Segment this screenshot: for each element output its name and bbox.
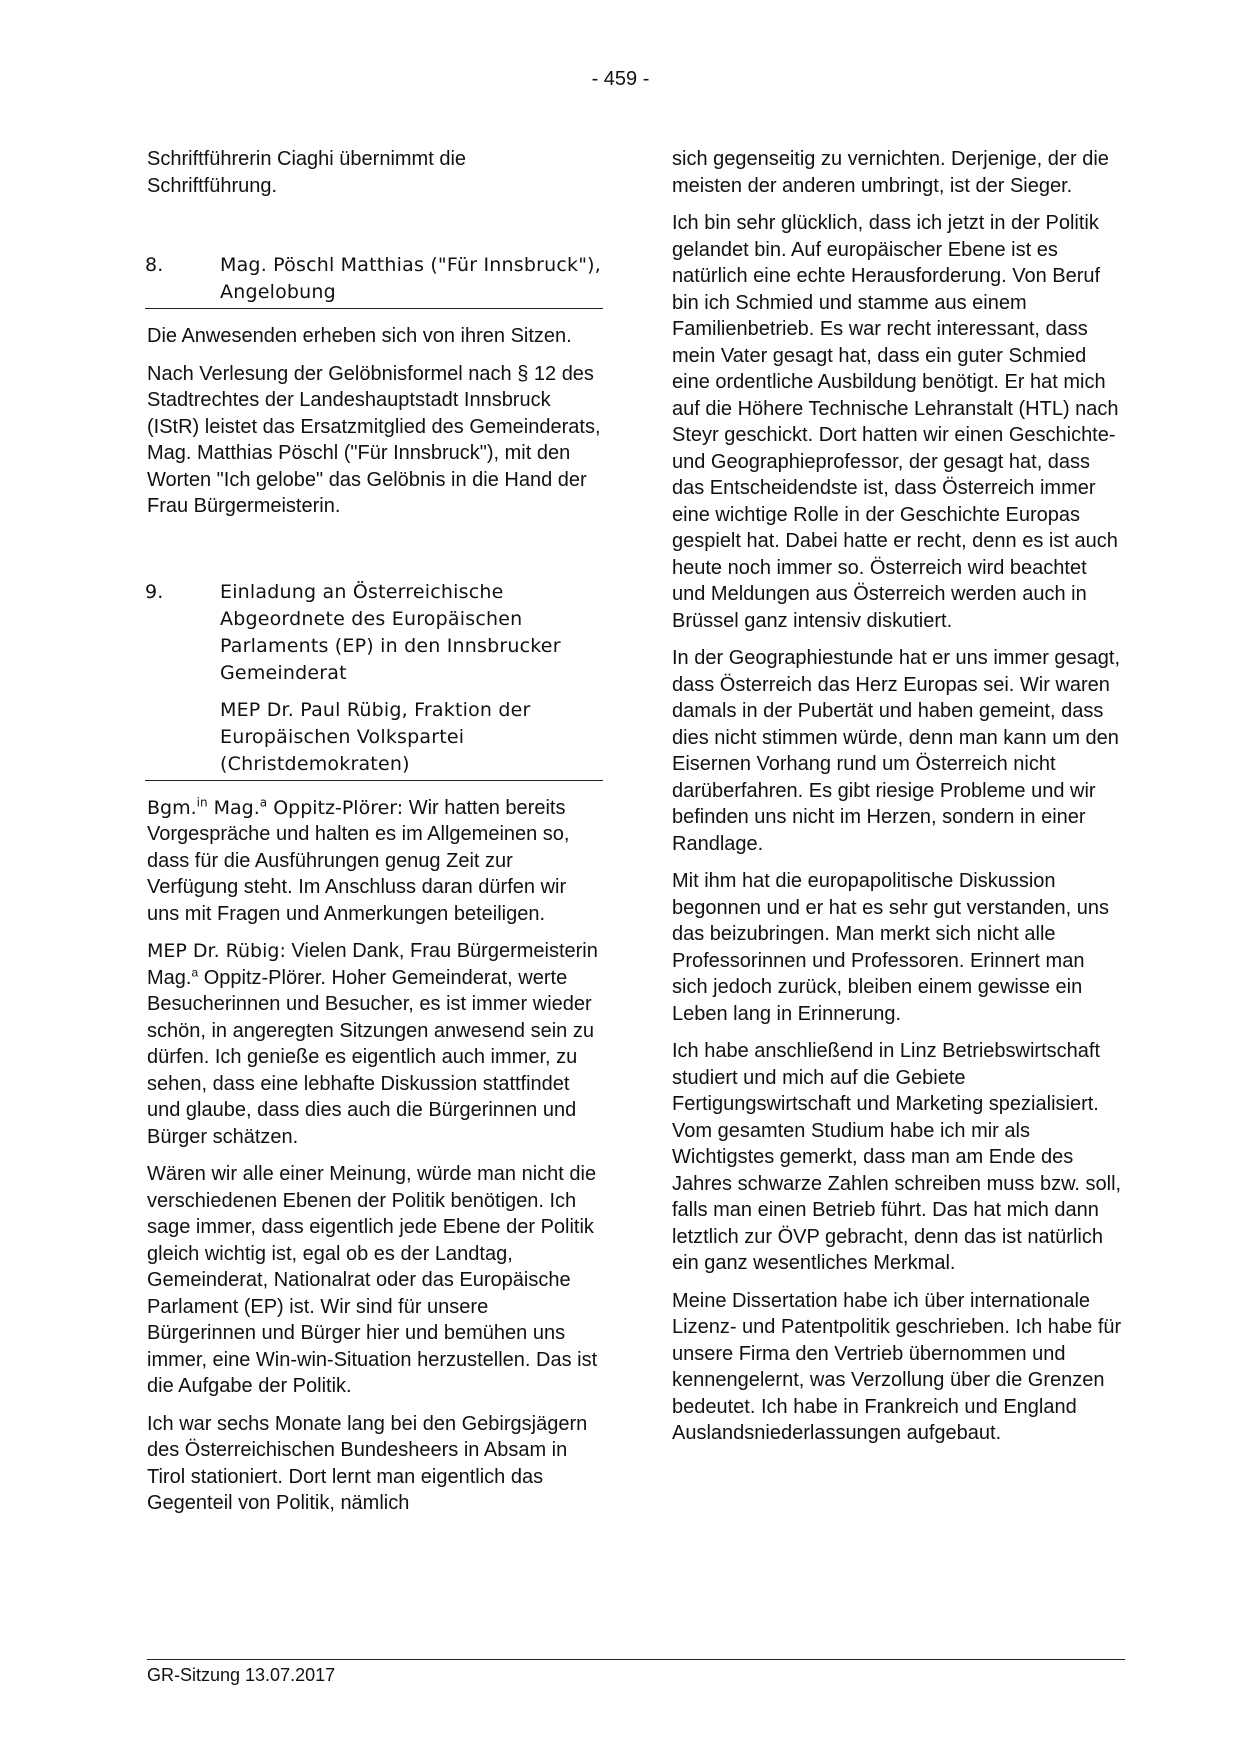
agenda-item-9 bbox=[145, 579, 603, 781]
agenda-item-title: Einladung an Österreichische Abgeordnete des Europäischen Parlaments (EP) in den Innsbrucker Gemeinderat bbox=[220, 580, 561, 684]
agenda-item-8 bbox=[145, 252, 603, 309]
agenda-item-number: 9. bbox=[145, 580, 164, 603]
paragraph-oath: Nach Verlesung der Gelöbnisformel nach § 12 des Stadtrechtes der Landeshauptstadt Innsbruck (IStR) leistet das Ersatzmitglied des Gemeinderats, Mag. Matthias Pöschl ("Für Innsbruck"), mit den Worten "Ich gelobe" das Gelöbnis in die Hand der Frau Bürgermeisterin. bbox=[147, 362, 601, 517]
paragraph-jaeger: Ich war sechs Monate lang bei den Gebirgsjägern des Österreichischen Bundesheers in Absam in Tirol stationiert. Dort lernt man eigentlich das Gegenteil von Politik, nämlich bbox=[147, 1412, 588, 1514]
speech-text: Wir hatten bereits Vorgespräche und halten es im Allgemeinen so, dass für die Ausführungen genug Zeit zur Verfügung steht. Im Anschluss daran dürfen wir uns mit Fragen und Anmerkungen beteiligen. bbox=[147, 796, 570, 925]
paragraph-intro: Schriftführerin Ciaghi übernimmt die Schriftführung. bbox=[147, 148, 467, 197]
agenda-item-number: 8. bbox=[145, 254, 164, 276]
speaker-mep: MEP Dr. Rübig: bbox=[147, 940, 286, 962]
footer-divider bbox=[147, 1659, 1125, 1660]
page-number: - 459 - bbox=[591, 68, 650, 90]
spacer bbox=[147, 210, 601, 252]
paragraph-gluecklich: Ich bin sehr glücklich, dass ich jetzt in der Politik gelandet bin. Auf europäischer Ebene ist es natürlich eine echte Herausforderung. Von Beruf bin ich Schmied und stamme aus einem Familienbetrieb. Es war recht interessant, dass mein Vater gesagt hat, dass ein guter Schmied eine ordentliche Ausbildung benötigt. Er hat mich auf die Höhere Technische Lehranstalt (HTL) nach Steyr geschickt. Dort hatten wir einen Geschichte- und Geographieprofessor, der gesagt hat, dass das Entscheidendste ist, dass Österreich immer eine wichtige Rolle in der Geschichte Europas gespielt hat. Dabei hatte er recht, denn es ist auch heute noch immer so. Österreich wird beachtet und Meldungen aus Österreich werden auch in Brüssel ganz intensiv diskutiert. bbox=[672, 212, 1119, 632]
paragraph-linz: Ich habe anschließend in Linz Betriebswirtschaft studiert und mich auf die Gebiete Fertigungswirtschaft und Marketing spezialisiert. Vom gesamten Studium habe ich mir als Wichtigstes gemerkt, dass man am Ende des Jahres schwarze Zahlen schreiben muss bzw. soll, falls man einen Betrieb führt. Das hat mich dann letztlich zur ÖVP gebracht, denn das ist natürlich ein ganz wesentliches Merkmal. bbox=[672, 1040, 1122, 1274]
agenda-item-body bbox=[220, 579, 603, 778]
agenda-item-title: Mag. Pöschl Matthias ("Für Innsbruck"), Angelobung bbox=[220, 254, 601, 303]
paragraph-europapolitisch: Mit ihm hat die europapolitische Diskussion begonnen und er hat es sehr gut verstanden, uns das beizubringen. Man merkt sich nicht alle Professorinnen und Professoren. Erinnert man sich jedoch zurück, bleiben einem gewisse ein Leben lang in Erinnerung. bbox=[672, 870, 1109, 1025]
speaker-bgm: Bgm.$^{in}$ Mag.$^a$ Oppitz-Plörer: bbox=[147, 795, 404, 819]
left-column bbox=[147, 146, 601, 1528]
spacer bbox=[147, 531, 601, 579]
footer-session-date: GR-Sitzung 13.07.2017 bbox=[147, 1665, 336, 1685]
paragraph-bgm bbox=[147, 795, 601, 928]
right-column bbox=[672, 146, 1124, 1458]
paragraph-mep: MEP Dr. Rübig: Vielen Dank, Frau Bürgermeisterin Mag.$^a$ Oppitz-Plörer. Hoher Gemeinderat, werte Besucherinnen und Besucher, es ist immer wieder schön, in angeregten Sitzungen anwesend sein zu dürfen. Ich genieße es eigentlich auch immer, zu sehen, dass eine lebhafte Diskussion stattfindet und glaube, dass dies auch die Bürgerinnen und Bürger schätzen. bbox=[147, 940, 598, 1148]
agenda-item-subtitle: MEP Dr. Paul Rübig, Fraktion der Europäischen Volkspartei (Christdemokraten) bbox=[220, 698, 531, 775]
paragraph-rise: Die Anwesenden erheben sich von ihren Sitzen. bbox=[147, 325, 572, 347]
paragraph-geographie: In der Geographiestunde hat er uns immer gesagt, dass Österreich das Herz Europas sei. Wir waren damals in der Pubertät und haben gemeint, dass dies nicht stimmen würde, denn man kann um den Eisernen Vorhang rund um Österreich nicht darüberfahren. Es gibt riesige Probleme und wir befinden uns nicht im Herzen, sondern in einer Randlage. bbox=[672, 647, 1121, 855]
paragraph-meinung: Wären wir alle einer Meinung, würde man nicht die verschiedenen Ebenen der Politik benötigen. Ich sage immer, dass eigentlich jede Ebene der Politik gleich wichtig ist, egal ob es der Landtag, Gemeinderat, Nationalrat oder das Europäische Parlament (EP) ist. Wir sind für unsere Bürgerinnen und Bürger hier und bemühen uns immer, eine Win-win-Situation herzustellen. Das ist die Aufgabe der Politik. bbox=[147, 1163, 598, 1397]
paragraph-continued: sich gegenseitig zu vernichten. Derjenige, der die meisten der anderen umbringt, ist der Sieger. bbox=[672, 148, 1109, 197]
paragraph-dissertation: Meine Dissertation habe ich über internationale Lizenz- und Patentpolitik geschrieben. Ich habe für unsere Firma den Vertrieb übernommen und kennengelernt, was Verzollung über die Grenzen bedeutet. Ich habe in Frankreich und England Auslandsniederlassungen aufgebaut. bbox=[672, 1289, 1122, 1444]
